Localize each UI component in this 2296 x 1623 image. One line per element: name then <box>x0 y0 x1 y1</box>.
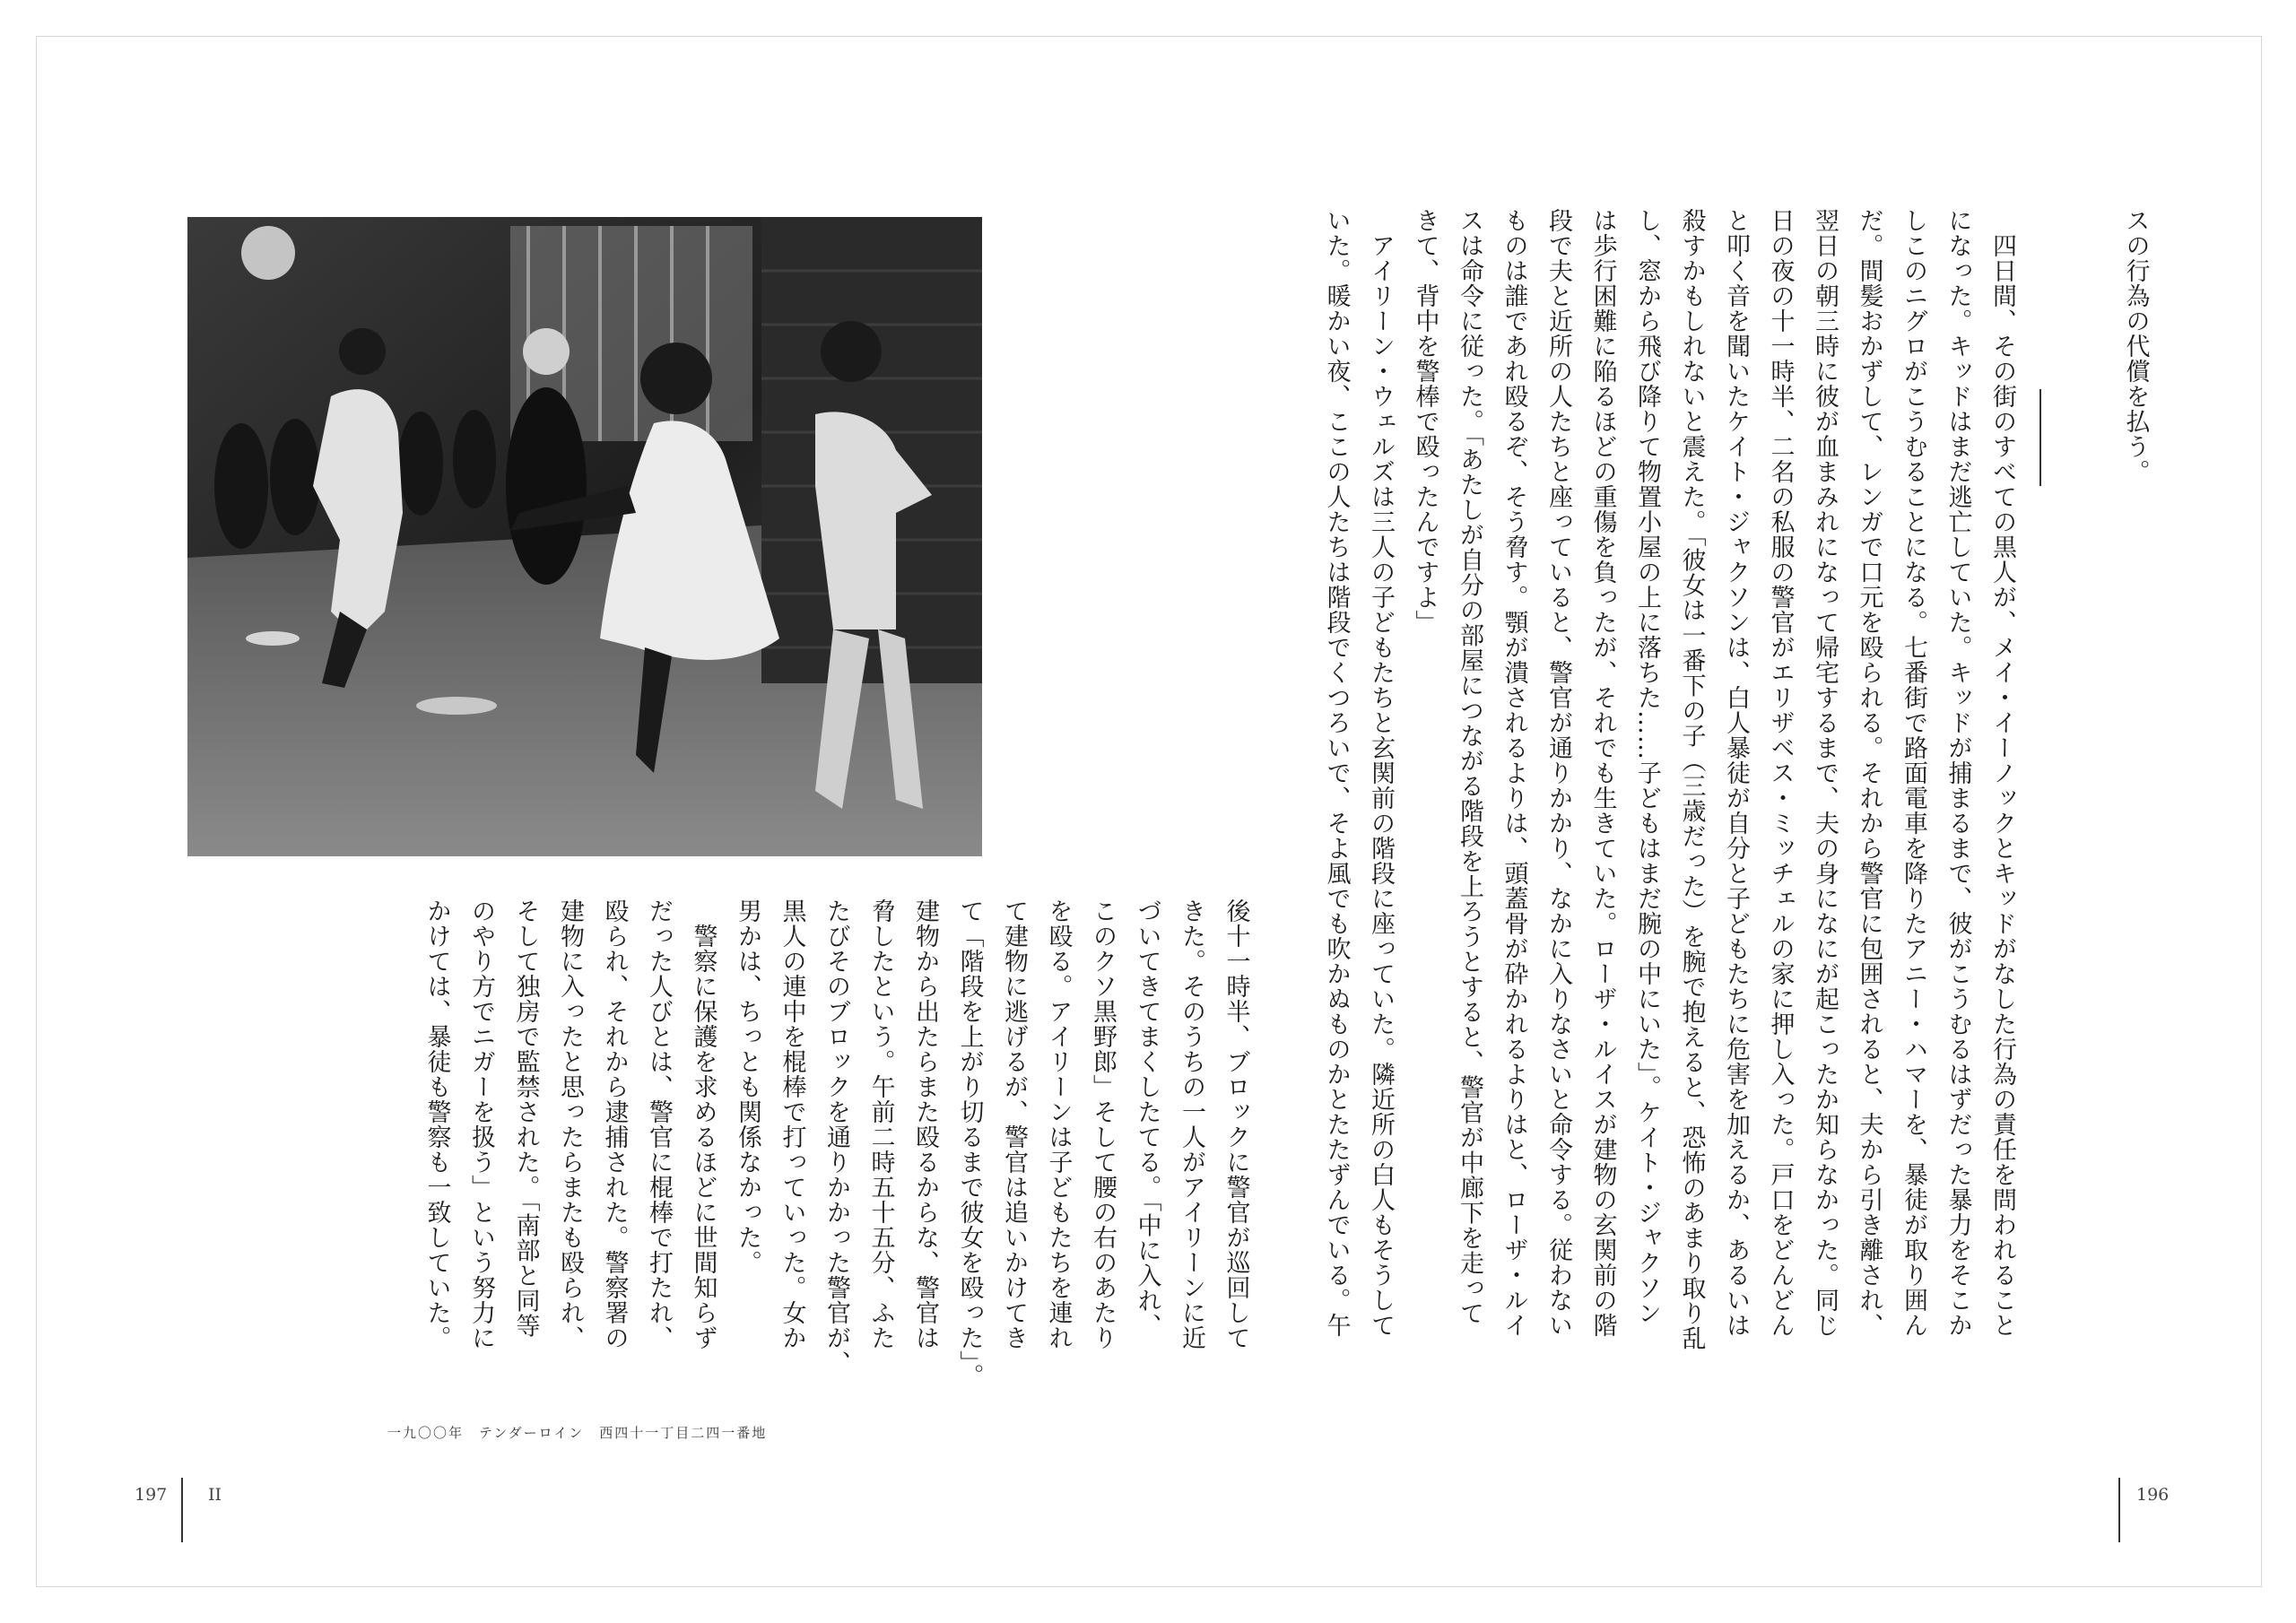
section-mark: II <box>208 1485 222 1505</box>
left-page-body-text: 後十一時半、ブロックに警官が巡回して きた。そのうちの一人がアイリーンに近 づいてきてまくしたてる。「中に入れ、 このクソ黒野郎」そして腰の右のあたり を殴る。アイリーンは子どもたちを連れ て建物に逃げるが、警官は追いかけてき て「階段を上がり切るまで彼女を殴った」。 建物から出たらまた殴るからな、警官は 脅したという。午前二時五十五分、ふた たびそのブロックを通りかかった警官が、 黒人の連中を棍棒で打っていった。女か 男かは、ちっとも関係なかった。 警察に保護を求めるほどに世間知らず だった人びとは、警官に棍棒で打たれ、 殴られ、それから逮捕された。警察署の 建物に入ったと思ったらまたも殴られ、 そして独房で監禁された。「南部と同等 のやり方でニガーを扱う」という努力に かけては、暴徒も警察も一致していた。 <box>422 898 1250 1389</box>
right-page-body-text: スの行為の代償を払う。 四日間、その街のすべての黒人が、メイ・イーノックとキッドがなした行為の責任を問われること になった。キッドはまだ逃亡していた。キッドが捕まるまで、彼がこうむるはずだった暴力をそこか しこのニグロがこうむることになる。七番街で路面電車を降りたアニー・ハマーを、暴徒が取り囲ん だ。間髪おかずして、レンガで口元を殴られる。それから警官に包囲されると、夫から引き離され、 翌日の朝三時に彼が血まみれになって帰宅するまで、夫の身になにが起こったか知らなかった。同じ 日の夜の十一時半、二名の私服の警官がエリザベス・ミッチェルの家に押し入った。戸口をどんどん と叩く音を聞いたケイト・ジャクソンは、白人暴徒が自分と子どもたちに危害を加えるか、あるいは 殺すかもしれないと震えた。「彼女は一番下の子（三歳だった）を腕で抱えると、恐怖のあまり取り乱 し、窓から飛び降りて物置小屋の上に落ちた……子どもはまだ腕の中にいた」。ケイト・ジャクソン は歩行困難に陥るほどの重傷を負ったが、それでも生きていた。ローザ・ルイスが建物の玄関前の階 段で夫と近所の人たちと座っていると、警官が通りかかり、なかに入りなさいと命令する。従わない ものは誰であれ殴るぞ、そう脅す。顎が潰されるよりは、頭蓋骨が砕かれるよりはと、ローザ・ルイ スは命令に従った。「あたしが自分の部屋につながる階段を上ろうとすると、警官が中廊下を走って きて、背中を警棒で殴ったんですよ」 アイリーン・ウェルズは三人の子どもたちと玄関前の階段に座っていた。隣近所の白人もそうして いた。暖かい夜、ここの人たちは階段でくつろいで、そよ風でも吹かぬものかとたたずんでいる。午 <box>1322 208 2150 1351</box>
page-number-left: 197 <box>135 1485 168 1505</box>
folio-separator-left <box>181 1478 183 1542</box>
folio-separator-right <box>2118 1478 2120 1542</box>
historical-photo-icon <box>187 217 982 856</box>
page-number-right: 196 <box>2136 1485 2170 1505</box>
photo-caption: 一九〇〇年 テンダーロイン 西四十一丁目二四一番地 <box>387 1425 768 1441</box>
